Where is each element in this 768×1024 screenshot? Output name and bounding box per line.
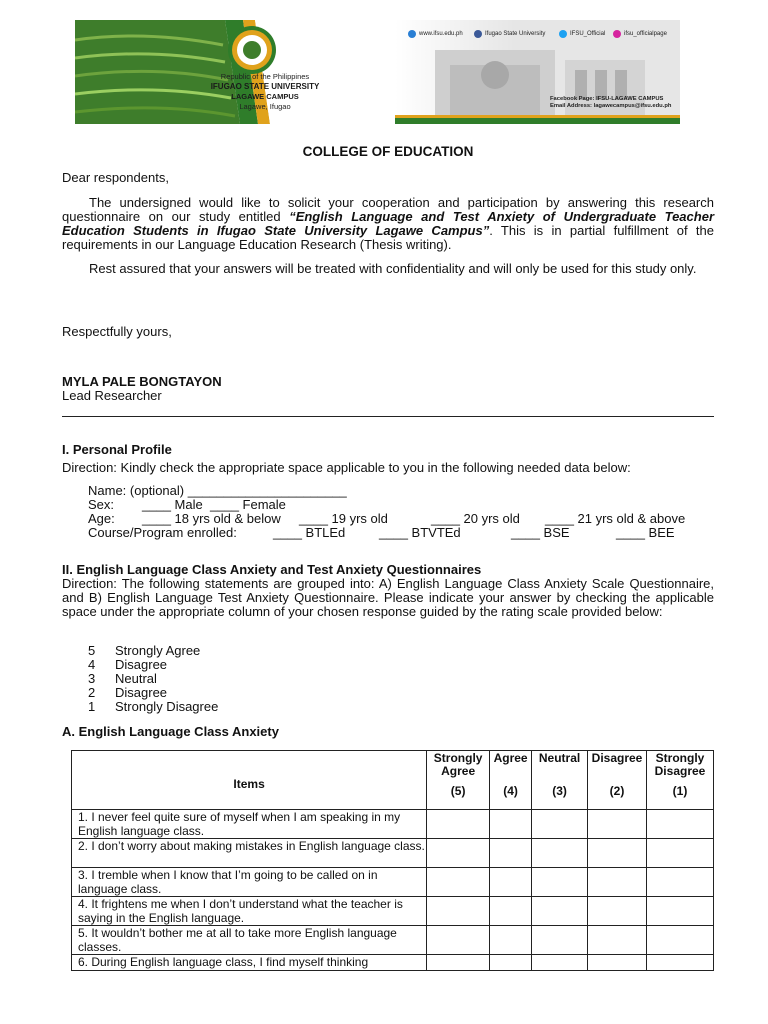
response-cell[interactable] [532,897,588,926]
fb-page-line: Facebook Page: IFSU-LAGAWE CAMPUS [550,96,664,102]
column-header [588,751,647,810]
social-facebook[interactable] [474,30,545,38]
items-header [72,751,427,810]
campus-name: LAGAWE CAMPUS [231,92,299,101]
response-cell[interactable] [647,839,714,868]
university-name: IFUGAO STATE UNIVERSITY [210,82,320,91]
intro-paragraph [62,196,714,252]
globe-icon [408,30,416,38]
item-text: 5. It wouldn’t bother me at all to take more English language classes. [72,926,427,955]
column-score: (1) [672,784,688,798]
subsection-a-heading: A. English Language Class Anxiety [62,724,279,739]
response-cell[interactable] [647,868,714,897]
response-cell[interactable] [427,868,490,897]
item-text: 3. I tremble when I know that I’m going to be called on in language class. [72,868,427,897]
age-option-20[interactable]: ____ 20 yrs old [431,511,520,526]
items-header-text: Items [233,777,265,791]
instagram-icon [613,30,621,38]
website-text: www.ifsu.edu.ph [419,31,463,37]
scale-num: 1 [88,699,96,714]
section2-heading: II. English Language Class Anxiety and Test Anxiety Questionnaires [62,562,482,577]
response-cell[interactable] [588,926,647,955]
response-cell[interactable] [427,897,490,926]
study-title: “English Language and Test Anxiety of Undergraduate Teacher Education Students in Ifugao State University Lagawe Campus” [62,209,715,238]
assurance-paragraph: Rest assured that your answers will be treated with confidentiality and will only be used for this study only. [89,261,697,276]
response-cell[interactable] [588,839,647,868]
item-text: 1. I never feel quite sure of myself when I am speaking in my English language class. [72,810,427,839]
name-field[interactable]: Name: (optional) ______________________ [88,483,347,498]
instagram-text: ifsu_officialpage [624,31,667,37]
column-score: (4) [503,784,518,798]
response-cell[interactable] [490,839,532,868]
contact-info [550,96,671,110]
divider [62,416,714,417]
section1-direction: Direction: Kindly check the appropriate space applicable to you in the following needed data below: [62,460,631,475]
sex-female-option[interactable]: ____ Female [210,497,286,512]
column-label: Strongly Disagree [654,751,706,778]
table-header-row [72,751,714,810]
intro-text-end: . This is in partial fulfillment of the requirements in our Language Education Research (Thesis writing). [62,223,715,252]
class-anxiety-table [71,750,714,971]
response-cell[interactable] [588,955,647,971]
response-cell[interactable] [588,868,647,897]
response-cell[interactable] [532,955,588,971]
response-cell[interactable] [647,810,714,839]
table-row [72,897,714,926]
column-label: Strongly Agree [433,751,483,778]
response-cell[interactable] [427,810,490,839]
social-website[interactable] [408,30,463,38]
intro-text: The undersigned would like to solicit your cooperation and participation by answering this research questionnaire on our study entitled [62,195,714,224]
column-header [427,751,490,810]
scale-num: 4 [88,657,96,672]
scale-label: Neutral [115,671,157,686]
response-cell[interactable] [532,868,588,897]
item-text: 6. During English language class, I find myself thinking [72,955,427,971]
facebook-text: Ifugao State University [485,31,546,37]
scale-num: 2 [88,685,96,700]
response-cell[interactable] [427,926,490,955]
campus-location: Lagawe, Ifugao [239,102,291,111]
page-title: COLLEGE OF EDUCATION [302,144,474,159]
twitter-icon [559,30,567,38]
column-label: Neutral [538,751,581,765]
social-instagram[interactable] [613,30,667,38]
age-option-21-above[interactable]: ____ 21 yrs old & above [545,511,686,526]
section2-direction: Direction: The following statements are grouped into: A) English Language Class Anxiety Scale Questionnaire, and B) English Language Test Anxiety Questionnaire. Please indicate your answer by checking the applicable space under the appropriate column of your chosen response guided by the rating scale provided below: [62,576,714,619]
course-option-btvted[interactable]: ____ BTVTEd [379,525,461,540]
item-text: 2. I don’t worry about making mistakes in English language class. [72,839,427,868]
scale-label: Strongly Agree [115,643,201,658]
scale-num: 5 [88,643,96,658]
closing: Respectfully yours, [62,324,172,339]
column-label: Disagree [591,751,643,765]
scale-num: 3 [88,671,96,686]
response-cell[interactable] [490,868,532,897]
table-row [72,926,714,955]
column-header [490,751,532,810]
response-cell[interactable] [532,839,588,868]
course-option-bee[interactable]: ____ BEE [616,525,675,540]
scale-label: Disagree [115,657,168,672]
column-score: (3) [552,784,567,798]
response-cell[interactable] [490,955,532,971]
response-cell[interactable] [647,955,714,971]
course-option-bse[interactable]: ____ BSE [511,525,570,540]
course-option-btled[interactable]: ____ BTLEd [273,525,346,540]
column-header [647,751,714,810]
age-option-18-below[interactable]: ____ 18 yrs old & below [142,511,281,526]
signatory-role: Lead Researcher [62,388,162,403]
course-label: Course/Program enrolled: [88,525,237,540]
table-row [72,955,714,971]
scale-label: Disagree [115,685,168,700]
item-text: 4. It frightens me when I don’t understand what the teacher is saying in the English language. [72,897,427,926]
response-cell[interactable] [588,810,647,839]
response-cell[interactable] [647,926,714,955]
signatory-name: MYLA PALE BONGTAYON [62,374,222,389]
table-row [72,839,714,868]
table-row [72,868,714,897]
response-cell[interactable] [588,897,647,926]
column-header [532,751,588,810]
letterhead-banner [75,20,680,124]
sex-male-option[interactable]: ____ Male [142,497,203,512]
twitter-text: IFSU_Official [570,31,606,37]
age-label: Age: [88,511,115,526]
republic-line: Republic of the Philippines [220,72,310,81]
response-cell[interactable] [427,839,490,868]
column-label: Agree [493,751,528,765]
response-cell[interactable] [532,926,588,955]
university-name-block [190,72,340,112]
response-cell[interactable] [490,926,532,955]
age-option-19[interactable]: ____ 19 yrs old [299,511,388,526]
response-cell[interactable] [647,897,714,926]
response-cell[interactable] [490,810,532,839]
response-cell[interactable] [427,955,490,971]
column-score: (5) [450,784,466,798]
section1-heading: I. Personal Profile [62,442,172,457]
email-line: Email Address: lagawecampus@ifsu.edu.ph [550,103,672,109]
table-row [72,810,714,839]
salutation: Dear respondents, [62,170,169,185]
scale-label: Strongly Disagree [115,699,219,714]
sex-label: Sex: [88,497,115,512]
response-cell[interactable] [532,810,588,839]
response-cell[interactable] [490,897,532,926]
facebook-icon [474,30,482,38]
social-twitter[interactable] [559,30,605,38]
column-score: (2) [609,784,625,798]
